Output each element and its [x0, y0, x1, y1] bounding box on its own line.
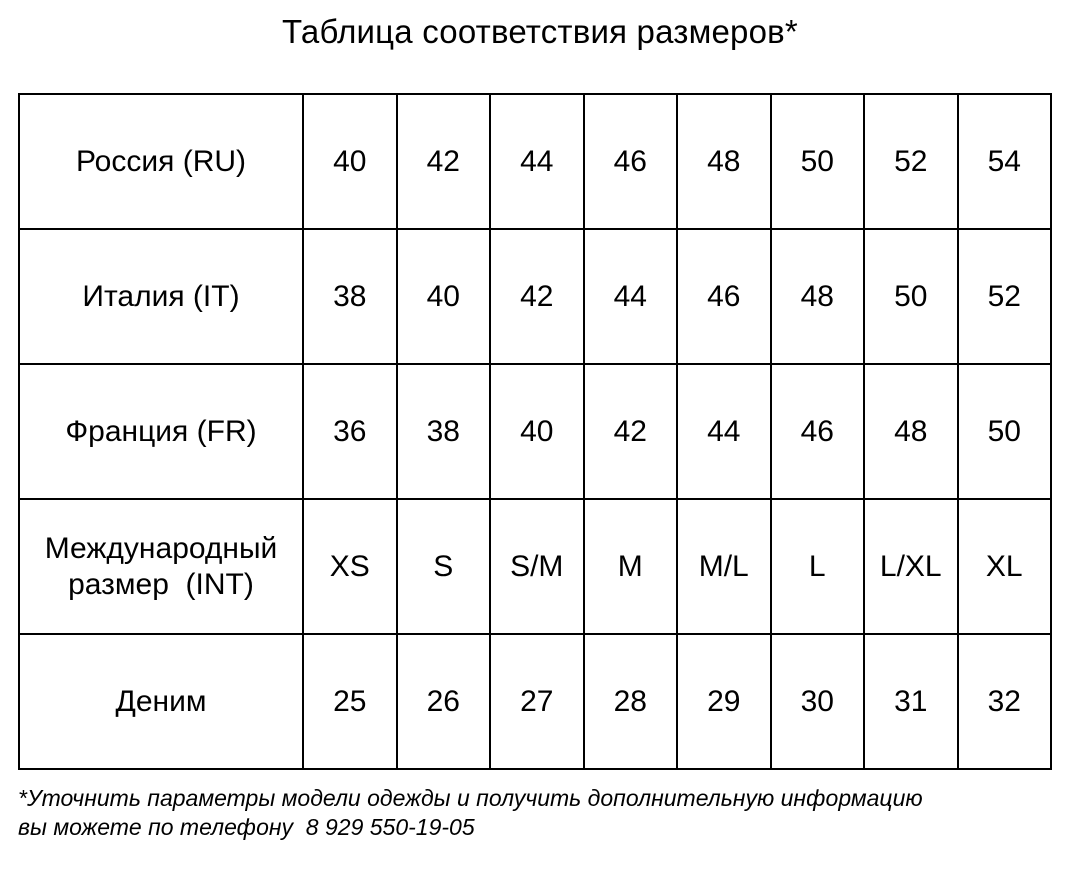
size-cell: 28 [584, 634, 678, 769]
size-cell: XS [303, 499, 397, 634]
size-chart-table [18, 93, 1052, 770]
footnote-line1: *Уточнить параметры модели одежды и получить дополнительную информацию [18, 785, 923, 811]
size-cell: 40 [490, 364, 584, 499]
row-label-int [19, 499, 303, 634]
row-label-int-line2: размер (INT) [68, 567, 254, 601]
row-label-it: Италия (IT) [19, 229, 303, 364]
footnote-line2: вы можете по телефону 8 929 550-19-05 [18, 814, 475, 840]
size-cell: 32 [958, 634, 1052, 769]
size-cell: M [584, 499, 678, 634]
size-cell: 27 [490, 634, 584, 769]
size-cell: 50 [771, 94, 865, 229]
size-cell: 40 [397, 229, 491, 364]
size-cell: 40 [303, 94, 397, 229]
size-cell: 46 [677, 229, 771, 364]
table-row-denim [19, 634, 1051, 769]
size-cell: 31 [864, 634, 958, 769]
table-row-int [19, 499, 1051, 634]
size-cell: XL [958, 499, 1052, 634]
size-cell: L/XL [864, 499, 958, 634]
size-cell: S [397, 499, 491, 634]
size-cell: 50 [864, 229, 958, 364]
size-cell: 38 [397, 364, 491, 499]
size-cell: 46 [584, 94, 678, 229]
row-label-fr: Франция (FR) [19, 364, 303, 499]
size-cell: S/M [490, 499, 584, 634]
size-cell: 50 [958, 364, 1052, 499]
size-cell: 26 [397, 634, 491, 769]
footnote [18, 784, 1068, 842]
size-cell: 44 [584, 229, 678, 364]
size-cell: M/L [677, 499, 771, 634]
size-cell: 48 [677, 94, 771, 229]
table-row-ru [19, 94, 1051, 229]
size-cell: L [771, 499, 865, 634]
size-cell: 42 [490, 229, 584, 364]
row-label-int-line1: Международный [44, 531, 278, 565]
row-label-denim: Деним [19, 634, 303, 769]
table-row-fr [19, 364, 1051, 499]
size-cell: 44 [490, 94, 584, 229]
size-cell: 48 [864, 364, 958, 499]
size-cell: 38 [303, 229, 397, 364]
size-cell: 30 [771, 634, 865, 769]
size-cell: 36 [303, 364, 397, 499]
row-label-ru: Россия (RU) [19, 94, 303, 229]
table-row-it [19, 229, 1051, 364]
page-title: Таблица соответствия размеров* [282, 13, 798, 50]
size-cell: 48 [771, 229, 865, 364]
size-cell: 42 [397, 94, 491, 229]
size-cell: 25 [303, 634, 397, 769]
size-cell: 52 [864, 94, 958, 229]
size-cell: 42 [584, 364, 678, 499]
size-cell: 29 [677, 634, 771, 769]
size-cell: 52 [958, 229, 1052, 364]
size-cell: 46 [771, 364, 865, 499]
size-cell: 54 [958, 94, 1052, 229]
size-cell: 44 [677, 364, 771, 499]
